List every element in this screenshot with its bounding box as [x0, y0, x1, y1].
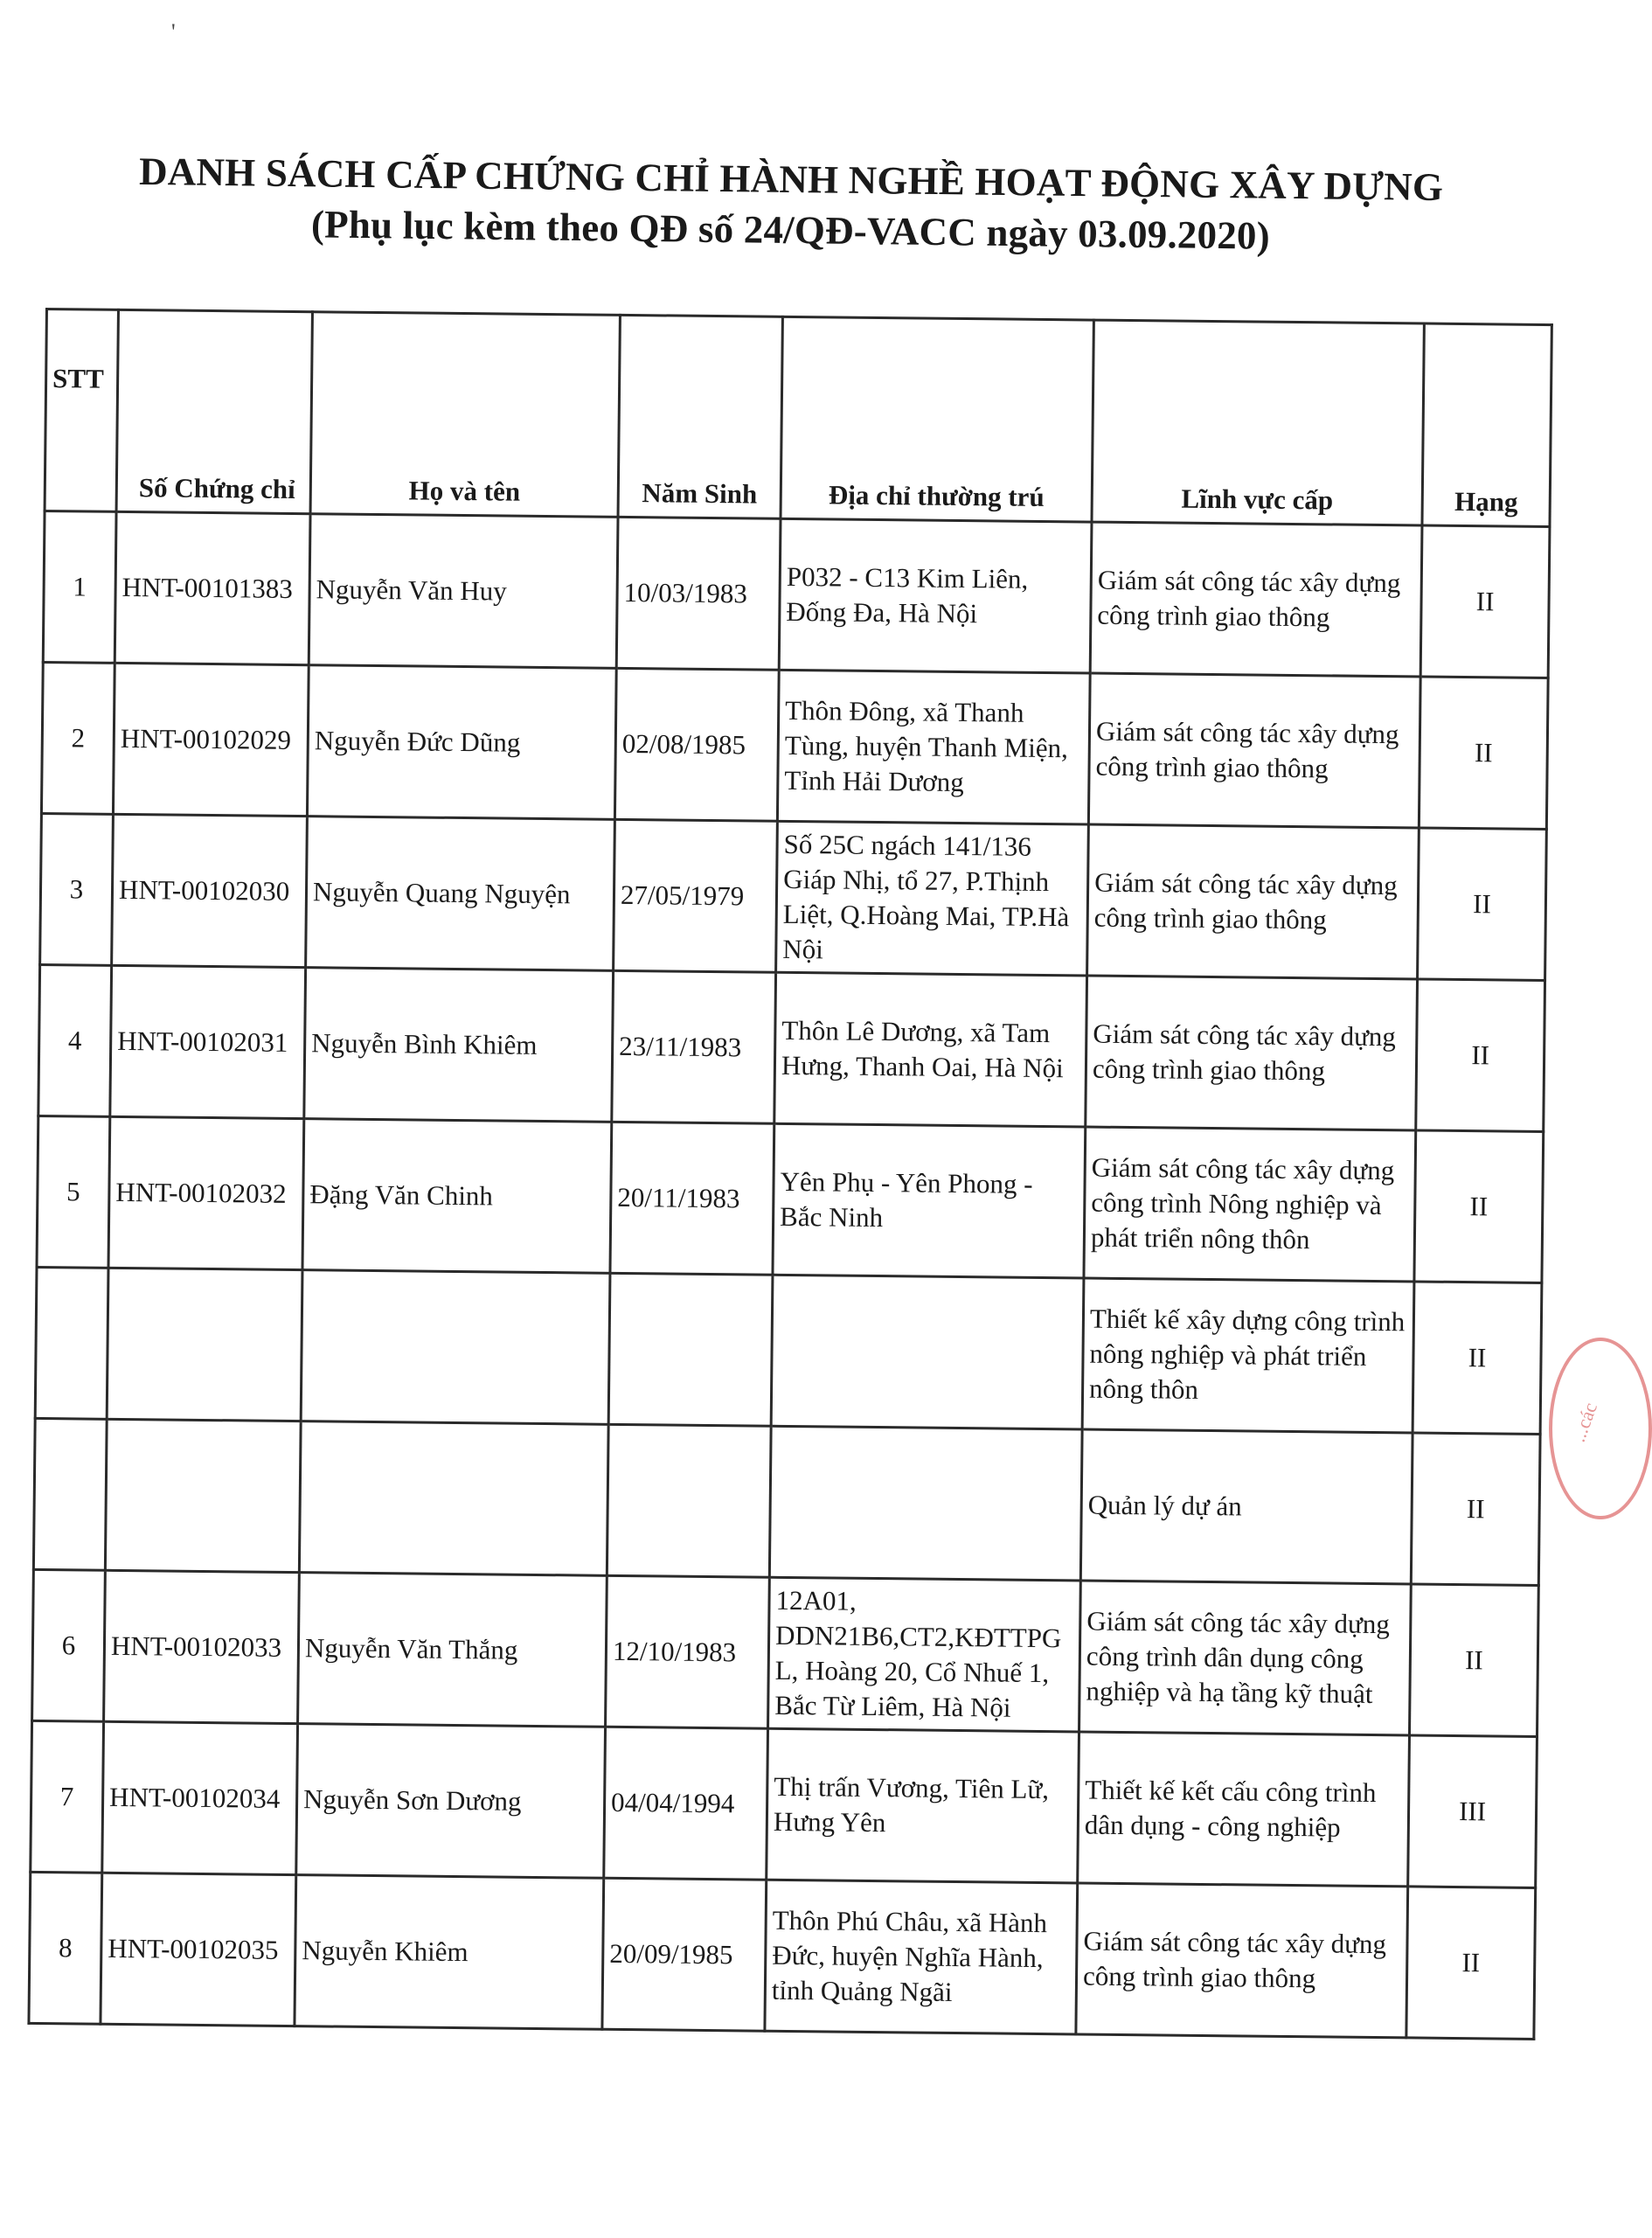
cell-address: 12A01, DDN21B6,CT2,KĐTTPG L, Hoàng 20, Cổ Nhuế 1, Bắc Từ Liêm, Hà Nội [768, 1577, 1081, 1732]
header-rank: Hạng [1422, 323, 1551, 527]
cell-birth-date: 04/04/1994 [604, 1727, 768, 1880]
cell-address: Yên Phụ - Yên Phong - Bắc Ninh [773, 1123, 1086, 1278]
cell-rank: II [1414, 1130, 1544, 1283]
cell-rank: II [1411, 1433, 1540, 1586]
cell-stt: 6 [32, 1569, 106, 1721]
cell-birth-date: 23/11/1983 [612, 970, 776, 1123]
cell-field: Quản lý dự án [1080, 1429, 1413, 1584]
cell-address: P032 - C13 Kim Liên, Đống Đa, Hà Nội [779, 518, 1092, 673]
table-row [32, 1569, 1539, 1736]
cell-address: Thị trấn Vương, Tiên Lữ, Hưng Yên [767, 1728, 1079, 1883]
cell-rank: II [1418, 828, 1547, 981]
table-row [43, 511, 1550, 678]
cell-full-name: Nguyễn Quang Nguyện [306, 817, 615, 971]
cell-birth-date: 02/08/1985 [614, 668, 779, 821]
cell-cert-number [105, 1419, 301, 1572]
table-row [33, 1418, 1540, 1585]
certificate-table-wrapper [27, 308, 1550, 2040]
cell-field: Giám sát công tác xây dựng công trình Nông nghiệp và phát triển nông thôn [1084, 1127, 1416, 1282]
header-address: Địa chỉ thường trú [781, 316, 1093, 522]
header-dob: Năm Sinh [618, 315, 782, 518]
table-row [31, 1720, 1537, 1887]
cell-cert-number [107, 1268, 302, 1421]
cell-stt: 7 [31, 1720, 104, 1873]
cell-full-name: Đặng Văn Chinh [302, 1119, 612, 1274]
stamp [1549, 1338, 1652, 1519]
table-row [37, 1116, 1544, 1282]
cell-full-name: Nguyễn Văn Thắng [298, 1573, 607, 1727]
cell-address: Thôn Lê Dương, xã Tam Hưng, Thanh Oai, Hà Nội [774, 972, 1087, 1127]
cell-birth-date: 20/09/1985 [602, 1878, 767, 2031]
cell-full-name: Nguyễn Văn Huy [309, 514, 618, 669]
cell-cert-number: HNT-00102033 [104, 1570, 300, 1723]
cell-birth-date: 20/11/1983 [610, 1122, 774, 1275]
cell-full-name [301, 1270, 610, 1425]
cell-field: Giám sát công tác xây dựng công trình giao thông [1090, 522, 1422, 677]
cell-field: Giám sát công tác xây dựng công trình giao thông [1088, 673, 1420, 828]
cell-cert-number: HNT-00102030 [112, 814, 308, 967]
cell-rank: III [1408, 1735, 1537, 1888]
table-row [41, 662, 1548, 829]
cell-field: Giám sát công tác xây dựng công trình giao thông [1087, 824, 1419, 979]
cell-birth-date [607, 1424, 771, 1577]
cell-address [769, 1426, 1082, 1581]
cell-rank: II [1409, 1584, 1538, 1737]
cell-field: Giám sát công tác xây dựng công trình giao thông [1086, 976, 1418, 1130]
cell-full-name: Nguyễn Đức Dũng [307, 665, 616, 820]
cell-rank: II [1419, 677, 1548, 830]
header-cert: Số Chứng chỉ [116, 309, 312, 513]
cell-stt: 1 [43, 511, 116, 664]
cell-birth-date: 10/03/1983 [616, 517, 781, 670]
certificate-table [27, 308, 1552, 2040]
cell-stt [33, 1418, 107, 1570]
cell-cert-number: HNT-00102029 [113, 663, 309, 816]
cell-stt: 3 [40, 813, 114, 965]
table-header-row [45, 309, 1551, 527]
cell-cert-number: HNT-00102035 [101, 1873, 296, 2026]
header-stt: STT [45, 309, 118, 512]
cell-stt [35, 1267, 108, 1419]
cell-birth-date [608, 1273, 773, 1426]
cell-cert-number: HNT-00102032 [108, 1116, 304, 1269]
cell-cert-number: HNT-00101383 [115, 511, 310, 664]
cell-field: Giám sát công tác xây dựng công trình giao thông [1076, 1883, 1408, 2038]
table-row [35, 1267, 1542, 1434]
cell-rank: II [1406, 1887, 1536, 2040]
table-row [29, 1872, 1536, 2039]
cell-stt: 5 [37, 1116, 110, 1268]
cell-cert-number: HNT-00102034 [102, 1721, 298, 1874]
margin-mark: ' [171, 19, 176, 45]
cell-full-name [299, 1421, 608, 1576]
cell-cert-number: HNT-00102031 [110, 965, 306, 1118]
cell-stt: 8 [29, 1872, 102, 2024]
table-row [38, 964, 1545, 1131]
cell-address: Thôn Đông, xã Thanh Tùng, huyện Thanh Miện, Tỉnh Hải Dương [777, 670, 1090, 824]
cell-field: Giám sát công tác xây dựng công trình dân dụng công nghiệp và hạ tầng kỹ thuật [1079, 1581, 1412, 1735]
cell-stt: 4 [38, 964, 112, 1116]
cell-address: Số 25C ngách 141/136 Giáp Nhị, tổ 27, P.Thịnh Liệt, Q.Hoàng Mai, TP.Hà Nội [776, 821, 1089, 976]
cell-rank: II [1413, 1282, 1542, 1435]
title-block [0, 144, 1583, 265]
cell-full-name: Nguyễn Sơn Dương [296, 1724, 606, 1879]
cell-stt: 2 [41, 662, 115, 814]
cell-rank: II [1420, 525, 1550, 678]
table-row [40, 813, 1547, 980]
header-name: Họ và tên [310, 312, 620, 518]
document-title: DANH SÁCH CẤP CHỨNG CHỈ HÀNH NGHỀ HOẠT ĐỘNG XÂY DỰNG [138, 149, 1444, 210]
document-subtitle: (Phụ lục kèm theo QĐ số 24/QĐ-VACC ngày 03.09.2020) [310, 202, 1271, 258]
cell-address: Thôn Phú Châu, xã Hành Đức, huyện Nghĩa Hành, tỉnh Quảng Ngãi [765, 1880, 1078, 2034]
cell-address [771, 1275, 1084, 1429]
cell-full-name: Nguyễn Khiêm [295, 1875, 604, 2030]
cell-field: Thiết kế kết cấu công trình dân dụng - công nghiệp [1078, 1732, 1410, 1887]
header-field: Lĩnh vực cấp [1092, 320, 1424, 525]
stamp-text: ...các [1566, 1400, 1602, 1445]
cell-birth-date: 27/05/1979 [614, 819, 778, 972]
cell-full-name: Nguyễn Bình Khiêm [304, 968, 614, 1122]
cell-rank: II [1416, 979, 1545, 1132]
table-body [29, 511, 1550, 2040]
cell-birth-date: 12/10/1983 [606, 1575, 770, 1728]
cell-field: Thiết kế xây dựng công trình nông nghiệp và phát triển nông thôn [1082, 1278, 1414, 1433]
